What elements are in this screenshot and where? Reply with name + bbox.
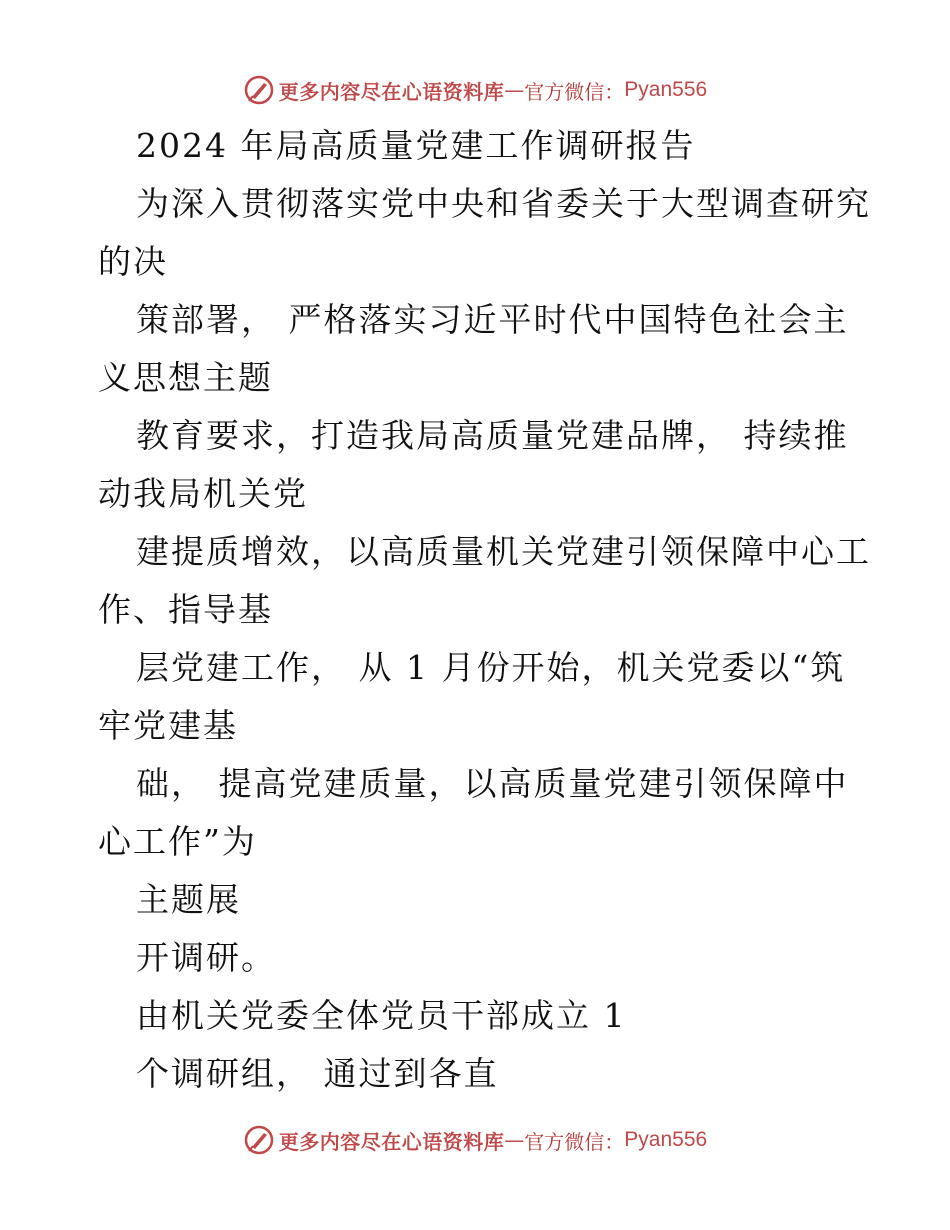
body-line: 教育要求，打造我局高质量党建品牌， 持续推: [136, 416, 849, 455]
quill-pen-logo-icon: [243, 1124, 275, 1156]
banner-separator: —: [504, 1128, 525, 1152]
body-line: 为深入贯彻落实党中央和省委关于大型调查研究: [136, 184, 871, 223]
banner-wechat-label: 官方微信：: [524, 79, 625, 104]
body-line: 主题展: [136, 880, 241, 919]
document-title: 2024 年局高质量党建工作调研报告: [136, 126, 696, 165]
body-line: 础， 提高党建质量，以高质量党建引领保障中: [136, 764, 849, 803]
body-line: 义思想主题: [98, 358, 273, 397]
banner-site-text: 更多内容尽在心语资料库: [278, 79, 505, 104]
footer-banner: [0, 1120, 950, 1160]
header-banner: [0, 70, 950, 110]
body-line: 牢党建基: [98, 706, 238, 745]
body-line: 心工作”为: [98, 822, 257, 861]
body-line: 建提质增效，以高质量机关党建引领保障中心工: [136, 532, 871, 571]
banner-wechat-id: Pyan556: [624, 1128, 708, 1151]
body-line: 策部署， 严格落实习近平时代中国特色社会主: [136, 300, 849, 339]
banner-wechat-id: Pyan556: [624, 78, 708, 101]
banner-wechat-label: 官方微信：: [524, 1129, 625, 1154]
body-line: 开调研。: [136, 938, 276, 977]
body-line: 作、指导基: [98, 590, 273, 629]
body-line: 由机关党委全体党员干部成立 1: [136, 996, 627, 1035]
body-line: 的决: [98, 242, 168, 281]
body-line: 个调研组， 通过到各直: [136, 1054, 499, 1093]
document-body: [98, 117, 871, 1103]
body-line: 层党建工作， 从 1 月份开始，机关党委以“筑: [136, 648, 846, 687]
quill-pen-logo-icon: [243, 74, 275, 106]
banner-separator: —: [504, 78, 525, 102]
body-line: 动我局机关党: [98, 474, 308, 513]
banner-site-text: 更多内容尽在心语资料库: [278, 1129, 505, 1154]
